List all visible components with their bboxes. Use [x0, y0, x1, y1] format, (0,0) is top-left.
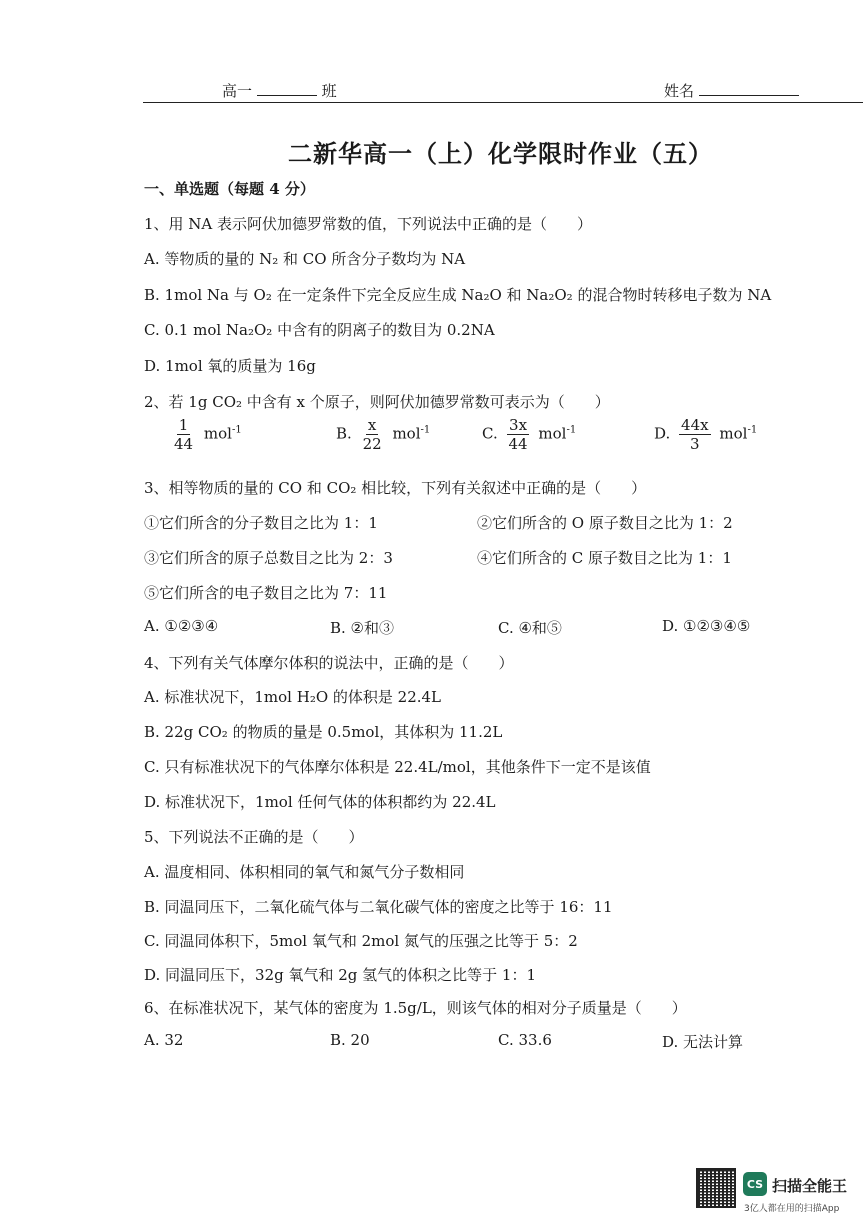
q6-stem: 6、在标准状况下，某气体的密度为 1.5g/L，则该气体的相对分子质量是（ ）	[144, 999, 687, 1017]
class-blank	[257, 95, 317, 96]
q2-option-a	[168, 416, 242, 453]
q5-option-c: C. 同温同体积下，5mol 氧气和 2mol 氮气的压强之比等于 5：2	[144, 932, 578, 950]
qr-code-icon	[696, 1168, 736, 1208]
q3-statement-3: ③它们所含的原子总数目之比为 2：3	[144, 549, 393, 567]
q6-option-a: A. 32	[144, 1031, 184, 1049]
q5-stem: 5、下列说法不正确的是（ ）	[144, 828, 364, 846]
q3-option-d: D. ①②③④⑤	[662, 617, 751, 635]
class-prefix: 高一	[222, 82, 253, 100]
q3-option-c: C. ④和⑤	[498, 619, 562, 637]
q2-c-denominator: 44	[508, 435, 528, 453]
q2-c-numerator: 3x	[509, 416, 528, 434]
q4-stem: 4、下列有关气体摩尔体积的说法中，正确的是（ ）	[144, 654, 514, 672]
q3-stem: 3、相等物质的量的 CO 和 CO₂ 相比较，下列有关叙述中正确的是（ ）	[144, 479, 647, 497]
q2-a-unit: mol	[203, 424, 232, 443]
camscanner-logo-icon: CS	[743, 1172, 767, 1196]
name-field	[664, 80, 799, 101]
q1-stem: 1、用 NA 表示阿伏加德罗常数的值，下列说法中正确的是（ ）	[144, 215, 593, 233]
q2-a-exp: -1	[231, 424, 242, 436]
q2-option-c	[482, 416, 576, 453]
q2-b-denominator: 22	[362, 435, 382, 453]
q2-d-denominator: 3	[690, 435, 700, 453]
watermark-tagline: 3亿人都在用的扫描App	[744, 1204, 840, 1214]
name-label: 姓名	[664, 82, 695, 100]
q2-d-unit: mol	[719, 424, 748, 443]
q2-b-exp: -1	[420, 424, 431, 436]
q2-c-fraction	[507, 416, 530, 453]
q2-b-numerator: x	[367, 416, 377, 434]
section-heading: 一、单选题（每题 4 分）	[144, 180, 315, 198]
q2-d-numerator: 44x	[681, 416, 709, 434]
q2-option-d	[654, 416, 757, 453]
q2-option-b	[336, 416, 430, 453]
q4-option-c: C. 只有标准状况下的气体摩尔体积是 22.4L/mol，其他条件下一定不是该值	[144, 758, 651, 776]
q3-statement-4: ④它们所含的 C 原子数目之比为 1：1	[477, 549, 732, 567]
q3-statement-2: ②它们所含的 O 原子数目之比为 1：2	[477, 514, 733, 532]
q2-b-fraction	[361, 416, 384, 453]
q4-option-d: D. 标准状况下，1mol 任何气体的体积都约为 22.4L	[144, 793, 496, 811]
q6-option-b: B. 20	[330, 1031, 370, 1049]
q2-d-fraction	[679, 416, 711, 453]
q2-stem: 2、若 1g CO₂ 中含有 x 个原子，则阿伏加德罗常数可表示为（ ）	[144, 393, 610, 411]
q1-option-c: C. 0.1 mol Na₂O₂ 中含有的阴离子的数目为 0.2NA	[144, 321, 495, 339]
name-blank	[699, 95, 799, 96]
q1-option-b: B. 1mol Na 与 O₂ 在一定条件下完全反应生成 Na₂O 和 Na₂O₂ 的混合物时转移电子数为 NA	[144, 286, 772, 304]
q2-c-exp: -1	[566, 424, 577, 436]
q3-statement-1: ①它们所含的分子数目之比为 1：1	[144, 514, 378, 532]
class-field	[222, 80, 337, 101]
q1-option-d: D. 1mol 氧的质量为 16g	[144, 357, 316, 375]
q2-a-numerator: 1	[178, 416, 189, 434]
header-rule	[143, 102, 863, 103]
q2-c-unit: mol	[538, 424, 567, 443]
q4-option-b: B. 22g CO₂ 的物质的量是 0.5mol，其体积为 11.2L	[144, 723, 503, 741]
q6-option-d: D. 无法计算	[662, 1033, 744, 1051]
q6-option-c: C. 33.6	[498, 1031, 552, 1049]
q3-option-b: B. ②和③	[330, 619, 395, 637]
q5-option-b: B. 同温同压下，二氧化硫气体与二氧化碳气体的密度之比等于 16：11	[144, 898, 613, 916]
q3-option-a: A. ①②③④	[144, 617, 219, 635]
q2-a-fraction	[172, 416, 195, 453]
q4-option-a: A. 标准状况下，1mol H₂O 的体积是 22.4L	[144, 688, 442, 706]
q3-statement-5: ⑤它们所含的电子数目之比为 7：11	[144, 584, 388, 602]
q2-b-label: B.	[336, 424, 352, 443]
watermark-name: 扫描全能王	[772, 1177, 848, 1195]
q2-a-denominator: 44	[174, 435, 194, 453]
class-suffix: 班	[321, 82, 337, 100]
q5-option-a: A. 温度相同、体积相同的氧气和氮气分子数相同	[144, 863, 465, 881]
q2-c-label: C.	[482, 424, 498, 443]
q5-option-d: D. 同温同压下，32g 氧气和 2g 氢气的体积之比等于 1：1	[144, 966, 537, 984]
q1-option-a: A. 等物质的量的 N₂ 和 CO 所含分子数均为 NA	[144, 250, 466, 268]
q2-b-unit: mol	[392, 424, 421, 443]
q2-d-label: D.	[654, 424, 671, 443]
q2-d-exp: -1	[747, 424, 758, 436]
page-title: 二新华高一（上）化学限时作业（五）	[288, 139, 713, 168]
